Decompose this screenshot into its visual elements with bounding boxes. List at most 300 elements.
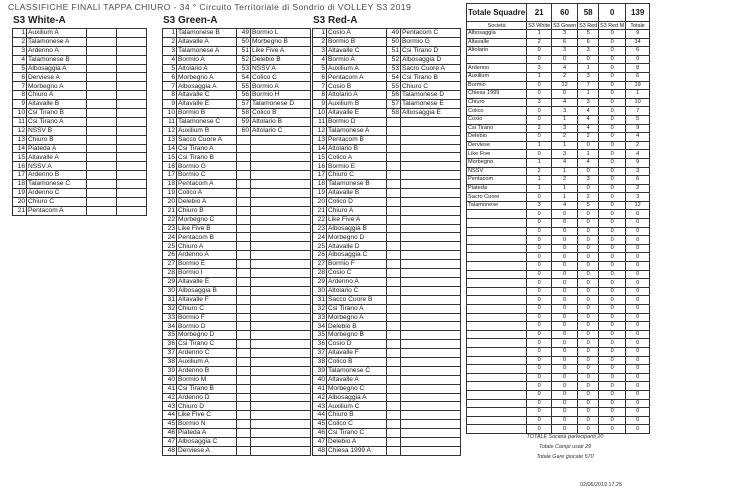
rank-number	[387, 322, 401, 331]
white-count: 0	[527, 47, 552, 56]
rank-number: 6	[163, 73, 177, 82]
team-name	[251, 295, 311, 304]
ranking-row	[13, 100, 147, 109]
team-name: Talamonese A	[27, 37, 87, 46]
red-count: 0	[578, 253, 599, 262]
green-count: 0	[552, 296, 578, 305]
white-count: 0	[527, 150, 552, 159]
team-name	[251, 322, 311, 331]
societa-name	[467, 296, 527, 305]
empty-cell	[87, 180, 117, 189]
rank-number	[237, 340, 251, 349]
ranking-row	[313, 109, 461, 118]
white-count: 0	[527, 347, 552, 356]
ranking-row	[313, 215, 461, 224]
team-name: Delebio A	[327, 437, 387, 446]
green-heading: S3 Green-A	[163, 15, 218, 26]
ranking-row	[163, 180, 311, 189]
team-name: Albosaggia A	[27, 64, 87, 73]
ranking-row	[163, 322, 311, 331]
rank-number	[387, 171, 401, 180]
rank-number: 30	[163, 286, 177, 295]
ranking-row	[313, 437, 461, 446]
ranking-row	[313, 340, 461, 349]
rank-number: 52	[237, 55, 251, 64]
total-all: 139	[626, 4, 650, 22]
team-name: Bormio I	[177, 269, 237, 278]
societa-name	[467, 365, 527, 374]
rank-number	[237, 420, 251, 429]
societa-name: Chiuro	[467, 98, 527, 107]
white-count: 1	[527, 176, 552, 185]
ranking-row	[163, 233, 311, 242]
rank-number	[387, 286, 401, 295]
white-count: 1	[527, 184, 552, 193]
societa-name	[467, 253, 527, 262]
red-count: 1	[578, 90, 599, 99]
empty-cell	[87, 100, 117, 109]
societa-name	[467, 330, 527, 339]
team-name	[251, 215, 311, 224]
stats-row	[467, 124, 650, 133]
rank-number	[237, 366, 251, 375]
ranking-row	[313, 304, 461, 313]
ranking-row	[313, 189, 461, 198]
rank-number: 57	[237, 100, 251, 109]
ranking-row	[313, 366, 461, 375]
empty-cell	[117, 82, 147, 91]
team-name: Morbegno B	[327, 331, 387, 340]
rank-number	[237, 135, 251, 144]
rank-number	[387, 117, 401, 126]
team-name: Albosaggia C	[327, 251, 387, 260]
total-white: 21	[527, 4, 552, 22]
team-name: Delebio B	[327, 322, 387, 331]
ranking-row	[163, 269, 311, 278]
rank-number: 60	[237, 126, 251, 135]
red-m-count: 0	[599, 390, 626, 399]
stats-row	[467, 373, 650, 382]
ranking-row	[13, 180, 147, 189]
team-name: Talamonese C	[327, 366, 387, 375]
rank-number: 18	[163, 180, 177, 189]
rank-number: 56	[237, 91, 251, 100]
rank-number: 53	[237, 64, 251, 73]
rank-number	[237, 242, 251, 251]
stats-row	[467, 133, 650, 142]
rank-number: 12	[13, 126, 27, 135]
rank-number: 55	[387, 82, 401, 91]
total-count: 0	[626, 322, 650, 331]
rank-number: 21	[313, 206, 327, 215]
white-count: 0	[527, 115, 552, 124]
red-count: 0	[578, 244, 599, 253]
footer-societa: TOTALE Società partecipanti 20	[526, 434, 604, 440]
rank-number: 5	[163, 64, 177, 73]
team-name: Chiuro A	[177, 242, 237, 251]
ranking-row	[163, 304, 311, 313]
total-count: 0	[626, 279, 650, 288]
team-name	[401, 242, 461, 251]
ranking-row	[313, 242, 461, 251]
team-name: Chiuro B	[27, 135, 87, 144]
rank-number	[387, 260, 401, 269]
team-name: Pentacom A	[177, 180, 237, 189]
team-name: Morbegno C	[327, 384, 387, 393]
empty-cell	[87, 46, 117, 55]
team-name	[401, 366, 461, 375]
ranking-row	[313, 375, 461, 384]
white-count: 0	[527, 210, 552, 219]
team-name	[401, 331, 461, 340]
total-count: 0	[626, 55, 650, 64]
total-count: 0	[626, 270, 650, 279]
rank-number: 37	[163, 349, 177, 358]
team-name: Altavalle B	[27, 100, 87, 109]
red-m-count: 0	[599, 55, 626, 64]
total-count: 10	[626, 98, 650, 107]
green-count: 0	[552, 244, 578, 253]
team-name	[401, 126, 461, 135]
rank-number: 51	[237, 46, 251, 55]
ranking-row	[313, 82, 461, 91]
ranking-row	[313, 100, 461, 109]
rank-number: 23	[313, 224, 327, 233]
team-name	[401, 162, 461, 171]
team-name	[251, 429, 311, 438]
rank-number: 16	[163, 162, 177, 171]
rank-number: 47	[313, 437, 327, 446]
red-count: 0	[578, 390, 599, 399]
red-m-count: 0	[599, 356, 626, 365]
green-count: 3	[552, 107, 578, 116]
rank-number	[387, 189, 401, 198]
team-name: Csi Tirano A	[27, 117, 87, 126]
empty-cell	[117, 117, 147, 126]
team-name: Talamonese B	[177, 29, 237, 38]
team-name: Albosaggia A	[327, 393, 387, 402]
team-name	[401, 446, 461, 455]
total-count: 0	[626, 408, 650, 417]
rank-number: 41	[163, 384, 177, 393]
white-count: 0	[527, 339, 552, 348]
total-count: 4	[626, 133, 650, 142]
empty-cell	[87, 82, 117, 91]
red-count: 3	[578, 47, 599, 56]
red-count: 0	[578, 219, 599, 228]
team-name: Auxilium A	[177, 357, 237, 366]
red-m-count: 0	[599, 184, 626, 193]
white-count: 0	[527, 81, 552, 90]
ranking-row	[163, 251, 311, 260]
ranking-row	[313, 171, 461, 180]
team-name	[401, 313, 461, 322]
red-m-count: 0	[599, 236, 626, 245]
red-m-count: 0	[599, 30, 626, 39]
rank-number	[387, 313, 401, 322]
green-count: 0	[552, 339, 578, 348]
total-count: 19	[626, 81, 650, 90]
red-count: 3	[578, 98, 599, 107]
team-name	[251, 180, 311, 189]
rank-number: 16	[313, 162, 327, 171]
rank-number: 17	[163, 171, 177, 180]
red-count: 1	[578, 64, 599, 73]
rank-number	[237, 260, 251, 269]
ranking-row	[313, 446, 461, 455]
rank-number: 42	[313, 393, 327, 402]
rank-number: 21	[163, 206, 177, 215]
team-name: Pentacom C	[401, 29, 461, 38]
team-name: Bormio A	[177, 55, 237, 64]
rank-number: 49	[387, 29, 401, 38]
stats-row	[467, 210, 650, 219]
rank-number: 25	[163, 242, 177, 251]
white-count: 0	[527, 287, 552, 296]
rank-number: 8	[13, 91, 27, 100]
team-name: Auxilium C	[327, 402, 387, 411]
team-name: NSSV A	[27, 162, 87, 171]
rank-number	[237, 295, 251, 304]
team-name: Altavalle A	[27, 153, 87, 162]
total-count: 0	[626, 356, 650, 365]
rank-number: 19	[13, 189, 27, 198]
rank-number: 49	[237, 29, 251, 38]
societa-name	[467, 390, 527, 399]
white-count: 1	[527, 30, 552, 39]
white-count: 0	[527, 408, 552, 417]
white-count: 0	[527, 219, 552, 228]
ranking-row	[313, 277, 461, 286]
rank-number	[237, 313, 251, 322]
team-name: Bormio A	[251, 82, 311, 91]
team-name: Auxilium A	[27, 29, 87, 38]
team-name	[251, 277, 311, 286]
ranking-row	[163, 331, 311, 340]
rank-number: 39	[313, 366, 327, 375]
rank-number: 14	[313, 144, 327, 153]
team-name: Ardenno B	[177, 366, 237, 375]
empty-cell	[117, 135, 147, 144]
red-count: 0	[578, 296, 599, 305]
rank-number: 18	[13, 180, 27, 189]
team-name	[401, 277, 461, 286]
team-name	[251, 349, 311, 358]
team-name: Chiuro C	[327, 171, 387, 180]
team-name: Bormio M	[177, 375, 237, 384]
rank-number: 40	[313, 375, 327, 384]
societa-name	[467, 382, 527, 391]
ranking-row	[163, 171, 311, 180]
green-count: 0	[552, 262, 578, 271]
rank-number: 32	[163, 304, 177, 313]
team-name	[401, 375, 461, 384]
ranking-row	[163, 242, 311, 251]
empty-cell	[87, 171, 117, 180]
rank-number	[237, 197, 251, 206]
rank-number: 24	[313, 233, 327, 242]
team-name: Chiuro D	[177, 402, 237, 411]
total-count: 0	[626, 227, 650, 236]
rank-number	[387, 126, 401, 135]
red-count: 0	[578, 425, 599, 434]
rank-number: 36	[163, 340, 177, 349]
empty-cell	[117, 46, 147, 55]
team-name: Pentacom A	[327, 73, 387, 82]
red-m-count: 0	[599, 262, 626, 271]
team-name: Morbegno A	[327, 313, 387, 322]
ranking-row	[13, 135, 147, 144]
team-name: Morbegno A	[27, 82, 87, 91]
team-name: Colico A	[177, 189, 237, 198]
empty-cell	[117, 29, 147, 38]
team-name: Altavalle B	[327, 189, 387, 198]
societa-name: Like Five	[467, 150, 527, 159]
ranking-row	[13, 206, 147, 215]
rank-number	[387, 144, 401, 153]
rank-number: 58	[387, 109, 401, 118]
ranking-row	[163, 82, 311, 91]
team-name: Albosaggia A	[177, 82, 237, 91]
rank-number	[387, 251, 401, 260]
rank-number: 22	[163, 215, 177, 224]
team-name	[401, 322, 461, 331]
footer-gare: Totale Gare giocate 570	[536, 454, 594, 460]
red-m-count: 0	[599, 38, 626, 47]
red-m-count: 0	[599, 167, 626, 176]
ranking-row	[163, 286, 311, 295]
team-name: Chiesa 1999 A	[327, 446, 387, 455]
ranking-row	[313, 91, 461, 100]
total-count: 6	[626, 72, 650, 81]
societa-name	[467, 305, 527, 314]
stats-row	[467, 201, 650, 210]
stats-row	[467, 416, 650, 425]
societa-name: Colico	[467, 107, 527, 116]
red-count: 0	[578, 322, 599, 331]
total-count: 7	[626, 107, 650, 116]
white-count: 0	[527, 305, 552, 314]
rank-number	[237, 162, 251, 171]
ranking-row	[313, 429, 461, 438]
team-name: Pentacom B	[327, 135, 387, 144]
rank-number	[387, 277, 401, 286]
total-count: 0	[626, 425, 650, 434]
ranking-row	[313, 55, 461, 64]
total-count: 5	[626, 115, 650, 124]
team-name	[401, 411, 461, 420]
team-name: Derviese A	[27, 73, 87, 82]
team-name: Auxilium B	[327, 100, 387, 109]
ranking-row	[163, 429, 311, 438]
rank-number	[237, 269, 251, 278]
team-name: Sacco Cuore B	[327, 295, 387, 304]
stats-row	[467, 262, 650, 271]
total-count: 0	[626, 219, 650, 228]
white-count: 0	[527, 330, 552, 339]
total-count: 2	[626, 141, 650, 150]
white-count: 1	[527, 72, 552, 81]
rank-number: 44	[313, 411, 327, 420]
rank-number: 38	[313, 357, 327, 366]
rank-number: 5	[13, 64, 27, 73]
rank-number: 47	[163, 437, 177, 446]
rank-number	[237, 384, 251, 393]
team-name: Colico D	[327, 197, 387, 206]
green-count: 0	[552, 279, 578, 288]
team-name: Altolario C	[327, 286, 387, 295]
green-count: 4	[552, 158, 578, 167]
total-count: 0	[626, 296, 650, 305]
rank-number: 46	[163, 429, 177, 438]
team-name	[251, 260, 311, 269]
rank-number: 28	[313, 269, 327, 278]
ranking-row	[163, 109, 311, 118]
team-name	[251, 384, 311, 393]
team-name: Bormio B	[327, 37, 387, 46]
green-count: 1	[552, 167, 578, 176]
red-count: 3	[578, 72, 599, 81]
rank-number: 31	[313, 295, 327, 304]
green-count: 2	[552, 133, 578, 142]
team-name: Chiuro A	[327, 206, 387, 215]
header-red: S3 Red	[579, 22, 598, 29]
white-count: 0	[527, 270, 552, 279]
team-name: Bormio B	[177, 109, 237, 118]
white-count: 0	[527, 227, 552, 236]
rank-number: 48	[313, 446, 327, 455]
rank-number	[237, 189, 251, 198]
red-count: 0	[578, 287, 599, 296]
white-count: 3	[527, 201, 552, 210]
team-name	[251, 153, 311, 162]
rank-number: 7	[13, 82, 27, 91]
green-count: 0	[552, 322, 578, 331]
red-m-count: 0	[599, 305, 626, 314]
rank-number: 35	[163, 331, 177, 340]
team-name	[401, 260, 461, 269]
empty-cell	[117, 180, 147, 189]
societa-name: Derviese	[467, 141, 527, 150]
stats-row	[467, 390, 650, 399]
empty-cell	[117, 189, 147, 198]
white-count: 0	[527, 356, 552, 365]
rank-number: 2	[313, 37, 327, 46]
rank-number	[387, 349, 401, 358]
header-red-m: S3 Red M	[600, 22, 625, 29]
team-name	[251, 286, 311, 295]
green-ranking-table	[162, 28, 311, 456]
team-name	[251, 437, 311, 446]
stats-row	[467, 115, 650, 124]
ranking-row	[13, 64, 147, 73]
ranking-row	[313, 117, 461, 126]
red-m-count: 0	[599, 339, 626, 348]
ranking-row	[313, 393, 461, 402]
team-name	[401, 189, 461, 198]
red-count: 0	[578, 141, 599, 150]
rank-number	[387, 242, 401, 251]
rank-number	[387, 215, 401, 224]
rank-number	[237, 411, 251, 420]
rank-number	[387, 153, 401, 162]
rank-number: 15	[163, 153, 177, 162]
rank-number	[387, 340, 401, 349]
rank-number	[237, 375, 251, 384]
rank-number: 7	[163, 82, 177, 91]
total-count: 0	[626, 382, 650, 391]
team-name: Like Five C	[177, 411, 237, 420]
